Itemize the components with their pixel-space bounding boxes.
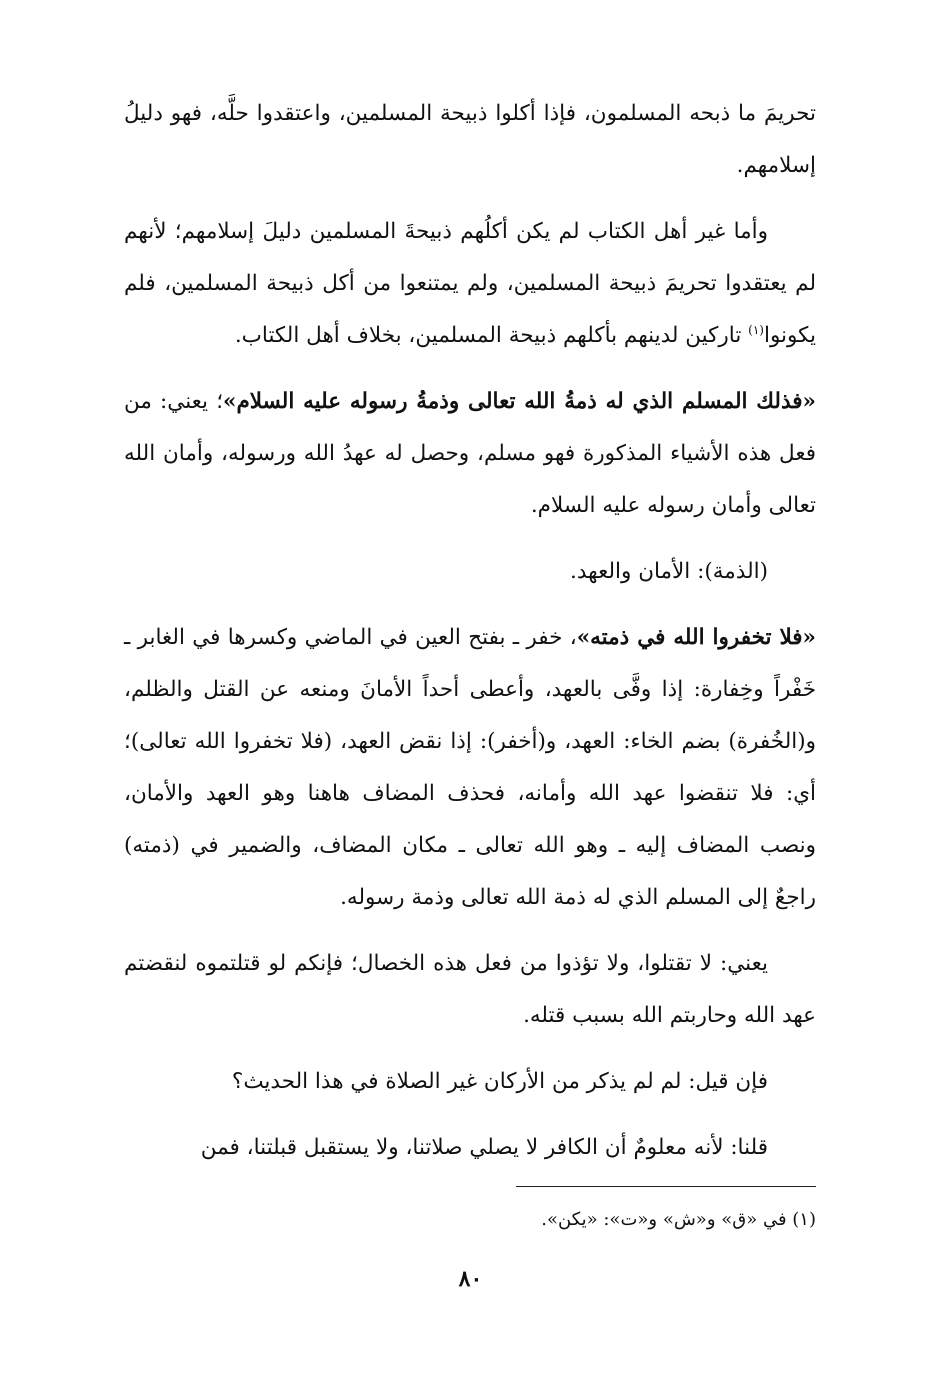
hadith-quote-1: «فذلك المسلم الذي له ذمةُ الله تعالى وذمةُ رسوله عليه السلام» [223, 389, 816, 414]
hadith-quote-2: «فلا تخفروا الله في ذمته» [576, 625, 816, 650]
paragraph-4 [124, 546, 816, 598]
paragraph-3-text: ؛ يعني: من فعل هذه الأشياء المذكورة فهو مسلم، وحصل له عهدُ الله ورسوله، وأمان الله تعالى وأمان رسوله عليه السلام. [124, 389, 816, 518]
page-number: ٨٠ [458, 1266, 483, 1292]
paragraph-3 [124, 376, 816, 532]
paragraph-5-text: ، خفر ـ بفتح العين في الماضي وكسرها في الغابر ـ خَفْراً وخِفارة: إذا وفَّى بالعهد، وأعطى أحداً الأمانَ ومنعه عن القتل والظلم، و(الخُفرة) بضم الخاء: العهد، و(أخفر): إذا نقض العهد، (فلا تخفروا الله تعالى)؛ أي: فلا تنقضوا عهد الله وأمانه، فحذف المضاف هاهنا وهو العهد والأمان، ونصب المضاف إليه ـ وهو الله تعالى ـ مكان المضاف، والضمير في (ذمته) راجعٌ إلى المسلم الذي له ذمة الله تعالى وذمة رسوله. [124, 625, 816, 910]
paragraph-6-text: يعني: لا تقتلوا، ولا تؤذوا من فعل هذه الخصال؛ فإنكم لو قتلتموه لنقضتم عهد الله وحاربتم الله بسبب قتله. [124, 951, 816, 1028]
paragraph-7 [124, 1056, 816, 1108]
footnote-reference: (١) [748, 322, 764, 337]
paragraph-6 [124, 938, 816, 1042]
paragraph-8-text: قلنا: لأنه معلومٌ أن الكافر لا يصلي صلاتنا، ولا يستقبل قبلتنا، فمن [200, 1135, 768, 1160]
paragraph-2-text-a: وأما غير أهل الكتاب لم يكن أكلُهم ذبيحةَ المسلمين دليلَ إسلامهم؛ لأنهم لم يعتقدوا تحريمَ ذبيحة المسلمين، ولم يمتنعوا من أكل ذبيحة المسلمين، فلم يكونوا [124, 219, 816, 348]
paragraph-4-text: (الذمة): الأمان والعهد. [570, 559, 768, 584]
footnote-divider [516, 1186, 816, 1187]
paragraph-5 [124, 612, 816, 924]
footnote [124, 1204, 816, 1236]
paragraph-1-text: تحريمَ ما ذبحه المسلمون، فإذا أكلوا ذبيحة المسلمين، واعتقدوا حلَّه، فهو دليلُ إسلامهم. [124, 101, 816, 178]
paragraph-1 [124, 88, 816, 192]
paragraph-2-text-b: تاركين لدينهم بأكلهم ذبيحة المسلمين، بخلاف أهل الكتاب. [234, 323, 749, 348]
paragraph-7-text: فإن قيل: لم لم يذكر من الأركان غير الصلاة في هذا الحديث؟ [231, 1069, 768, 1094]
paragraph-8 [124, 1122, 816, 1174]
body-text [124, 88, 816, 1188]
paragraph-2 [124, 206, 816, 362]
footnote-text: (١) في «ق» و«ش» و«ت»: «يكن». [541, 1209, 816, 1230]
